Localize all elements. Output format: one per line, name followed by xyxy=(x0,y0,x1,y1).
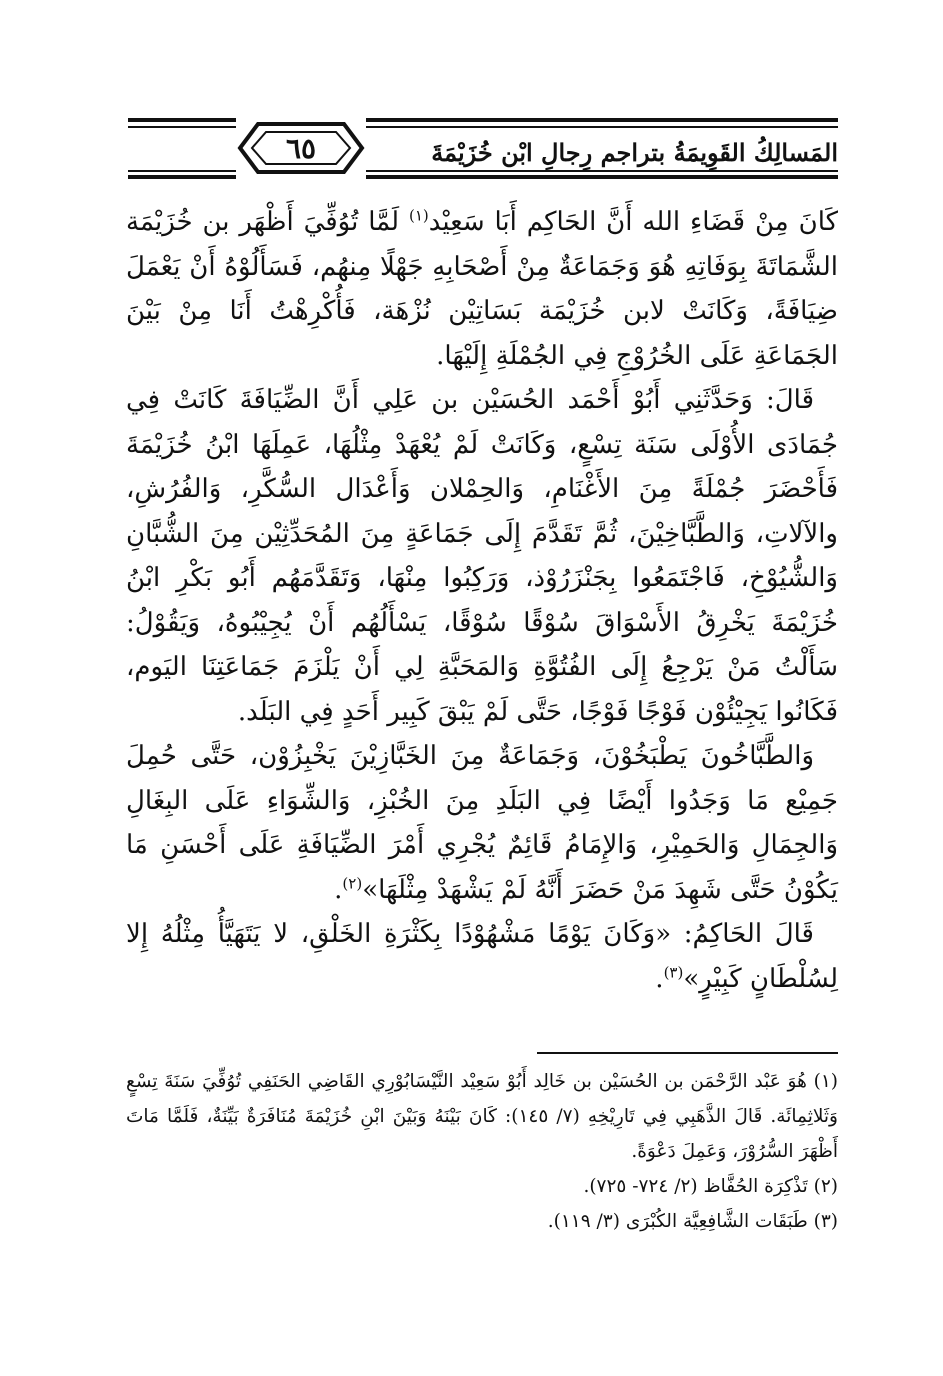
footnote-1: (١) هُوَ عَبْد الرَّحْمَن بن الحُسَيْن بن خَالِد أَبُوْ سَعِيْد النَّيْسَابُوْرِي القَاضِي الحَنَفِي تُوُفِّيَ سَنَةَ تِسْعٍ وَثَلاثِمِائَة. قَالَ الذَّهَبِي فِي تَارِيْخِهِ (٧/ ١٤٥): كَانَ بَيْنَهُ وَبَيْنَ ابْنِ خُزَيْمَةَ مُنَافَرَةٌ بَيِّنَةٌ، فَلَمَّا مَاتَ أَظْهَرَ السُّرُوْرَ، وَعَمِلَ دَعْوَةً. xyxy=(126,1071,838,1162)
paragraph-text: . xyxy=(334,874,343,905)
paragraph-3 xyxy=(126,734,838,912)
paragraph-2 xyxy=(126,378,838,734)
footnote-3: (٣) طَبَقَات الشَّافِعِيَّة الكُبْرَى (٣/ ١١٩). xyxy=(547,1211,838,1232)
footnotes xyxy=(126,1064,838,1239)
paragraph-text: . xyxy=(655,963,664,994)
paragraph-text: كَانَ مِنْ قَضَاءِ الله أَنَّ الحَاكِم أَبَا سَعِيْد xyxy=(428,207,838,237)
header-rule-bottom-thin xyxy=(128,170,838,172)
paragraph-4 xyxy=(126,912,838,1001)
footnote-2: (٢) تَذْكِرَة الحُفَّاظ (٢/ ٧٢٤- ٧٢٥). xyxy=(583,1176,838,1197)
paragraph-1 xyxy=(126,200,838,378)
running-title: المَسالِكُ القَوِيمَةُ بتراجم رِجالِ ابْن خُزَيْمَةَ xyxy=(421,136,838,170)
footnote-separator xyxy=(537,1052,838,1054)
header-rule-top-thin xyxy=(128,126,838,128)
paragraph-text: قَالَ: وَحَدَّثَنِي أَبُوْ أَحْمَد الحُسَيْن بن عَلِي أَنَّ الضِّيَافَةَ كَانَتْ فِي جُمَادَى الأُوْلَى سَنَة تِسْعٍ، وَكَانَتْ لَمْ يُعْهَدْ مِثْلُهَا، عَمِلَهَا ابْنُ خُزَيْمَةَ فَأَحْضَرَ جُمْلَةً مِنَ الأَغْنَامِ، وَالحِمْلان وَأَعْدَال السُّكَّرِ، وَالفُرُشِ، والآلاتِ، وَالطَّبَّاخِيْنَ، ثُمَّ تَقَدَّمَ إِلَى جَمَاعَةٍ مِنَ المُحَدِّثِيْن مِنَ الشُّبَّانِ وَالشُّيُوْخِ، فَاجْتَمَعُوا بِجَنْزَرُوْذ، وَرَكِبُوا مِنْهَا، وَتَقَدَّمَهُم أَبُو بَكْرِ ابْنُ خُزَيْمَةَ يَخْرِقُ الأَسْوَاقَ سُوْقًا سُوْقًا، يَسْأَلُهُم أَنْ يُجِيْبُوهُ، وَيَقُوْلُ: سَأَلْتُ مَنْ يَرْجِعُ إِلَى الفُتُوَّةِ وَالمَحَبَّةِ لِي أَنْ يَلْزَمَ جَمَاعَتِنَا اليَوم، فَكَانُوا يَجِيْئُوْن فَوْجًا فَوْجًا، حَتَّى لَمْ يَبْقَ كَبِير أَحَدٍ فِي البَلَد. xyxy=(126,385,838,727)
page-number-badge xyxy=(236,114,366,182)
footnote-reference-3: (٣) xyxy=(663,962,684,981)
footnote-reference-2: (٢) xyxy=(342,873,363,892)
paragraph-text: قَالَ الحَاكِمُ: «وَكَانَ يَوْمًا مَشْهُوْدًا بِكَثْرَةِ الخَلْقِ، لا يَتَهَيَّأُ مِثْلُهُ إِلا لِسُلْطَانٍ كَبِيْرٍ» xyxy=(126,919,838,994)
paragraph-text: وَالطَّبَّاخُونَ يَطْبَخُوْنَ، وَجَمَاعَةٌ مِنَ الخَبَّازِيْنَ يَخْبِزُوْن، حَتَّى حُمِلَ جَمِيْع مَا وَجَدُوا أَيْضًا فِي البَلَدِ مِنَ الخُبْزِ، وَالشِّوَاءِ عَلَى البِغَالِ وَالجِمَالِ وَالحَمِيْرِ، وَالإِمَامُ قَائِمٌ يُجْرِي أَمْرَ الضِّيَافَةِ عَلَى أَحْسَنِ مَا يَكُوْنُ حَتَّى شَهِدَ مَنْ حَضَرَ أَنَّهُ لَمْ يَشْهَدْ مِثْلَهَا» xyxy=(126,741,838,905)
header-rule-bottom-thick xyxy=(128,175,838,179)
paragraph-text: لَمَّا تُوُفِّيَ أَظْهَر بن خُزَيْمَة الشَّمَاتَةَ بِوَفَاتِهِ هُوَ وَجَمَاعَةٌ مِنْ أَصْحَابِهِ جَهْلًا مِنهُم، فَسَأَلُوْهُ أَنْ يَعْمَلَ ضِيَافَةً، وَكَانَتْ لابن خُزَيْمَة بَسَاتِيْن نُزْهَة، فَأُكْرِهْتُ أَنَا مِنْ بَيْنَ الجَمَاعَةِ عَلَى الخُرُوْجِ فِي الجُمْلَةِ إِلَيْهَا. xyxy=(126,207,838,371)
header-rule-top-thick xyxy=(128,118,838,122)
footnote-reference-1: (١) xyxy=(409,206,429,225)
page-header xyxy=(128,100,838,190)
page-number: ٦٥ xyxy=(285,131,317,165)
main-text xyxy=(126,200,838,1001)
